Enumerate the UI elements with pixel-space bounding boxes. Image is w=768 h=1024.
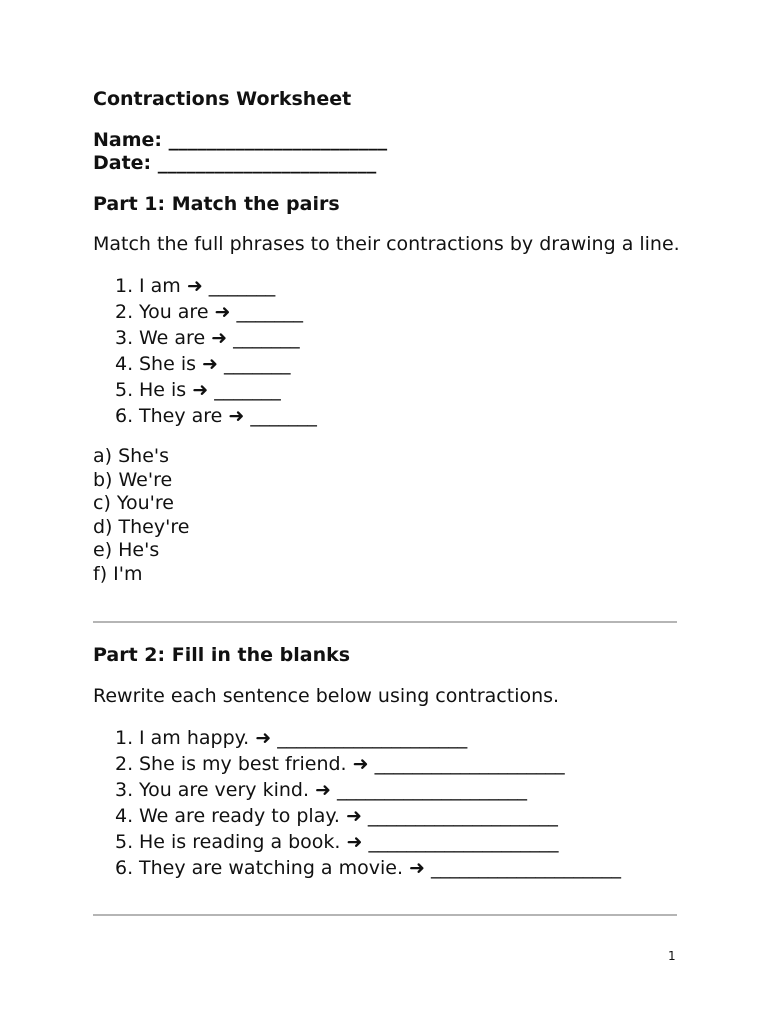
list-item [93, 725, 621, 751]
item-number: 4. [115, 353, 134, 375]
item-number: 2. [115, 753, 134, 775]
item-number: 5. [115, 831, 134, 853]
item-text: You are ➜ _______ [139, 301, 304, 323]
item-number: 6. [115, 405, 134, 427]
option-item: c) You're [93, 492, 174, 515]
item-number: 6. [115, 857, 134, 879]
item-text: He is reading a book. ➜ ____________________ [139, 831, 559, 853]
item-number: 1. [115, 275, 134, 297]
section-divider [93, 914, 677, 916]
item-text: She is my best friend. ➜ ____________________ [139, 753, 565, 775]
list-item [93, 803, 621, 829]
list-item [93, 403, 317, 429]
list-item [93, 829, 621, 855]
date-field[interactable]: Date: _______________________ [93, 152, 377, 174]
list-item [93, 351, 317, 377]
list-item [93, 377, 317, 403]
page-number: 1 [668, 949, 676, 963]
item-number: 3. [115, 779, 134, 801]
item-text: She is ➜ _______ [139, 353, 291, 375]
option-item: f) I'm [93, 562, 143, 585]
option-item: d) They're [93, 515, 190, 538]
item-number: 1. [115, 727, 134, 749]
part1-heading: Part 1: Match the pairs [93, 193, 340, 215]
item-text: We are ➜ _______ [139, 327, 300, 349]
item-text: I am happy. ➜ ____________________ [139, 727, 468, 749]
option-item: b) We're [93, 468, 173, 491]
part2-list [93, 725, 621, 881]
contraction-options [93, 445, 189, 587]
item-number: 3. [115, 327, 134, 349]
item-text: They are watching a movie. ➜ ____________________ [139, 857, 621, 879]
part1-list [93, 273, 317, 429]
option-item: a) She's [93, 445, 170, 467]
item-text: I am ➜ _______ [139, 275, 276, 297]
list-item [93, 751, 621, 777]
part2-instruction: Rewrite each sentence below using contractions. [93, 685, 560, 707]
item-number: 2. [115, 301, 134, 323]
option-item: e) He's [93, 539, 160, 562]
item-number: 5. [115, 379, 134, 401]
name-field[interactable]: Name: _______________________ [93, 129, 388, 151]
section-divider [93, 621, 677, 623]
worksheet-title: Contractions Worksheet [93, 88, 352, 110]
list-item [93, 777, 621, 803]
list-item [93, 325, 317, 351]
item-text: He is ➜ _______ [139, 379, 281, 401]
list-item [93, 273, 317, 299]
list-item [93, 299, 317, 325]
part1-instruction: Match the full phrases to their contractions by drawing a line. [93, 233, 680, 255]
item-text: They are ➜ _______ [139, 405, 317, 427]
item-text: You are very kind. ➜ ____________________ [139, 779, 528, 801]
part2-heading: Part 2: Fill in the blanks [93, 644, 351, 666]
list-item [93, 855, 621, 881]
item-text: We are ready to play. ➜ ____________________ [139, 805, 558, 827]
item-number: 4. [115, 805, 134, 827]
